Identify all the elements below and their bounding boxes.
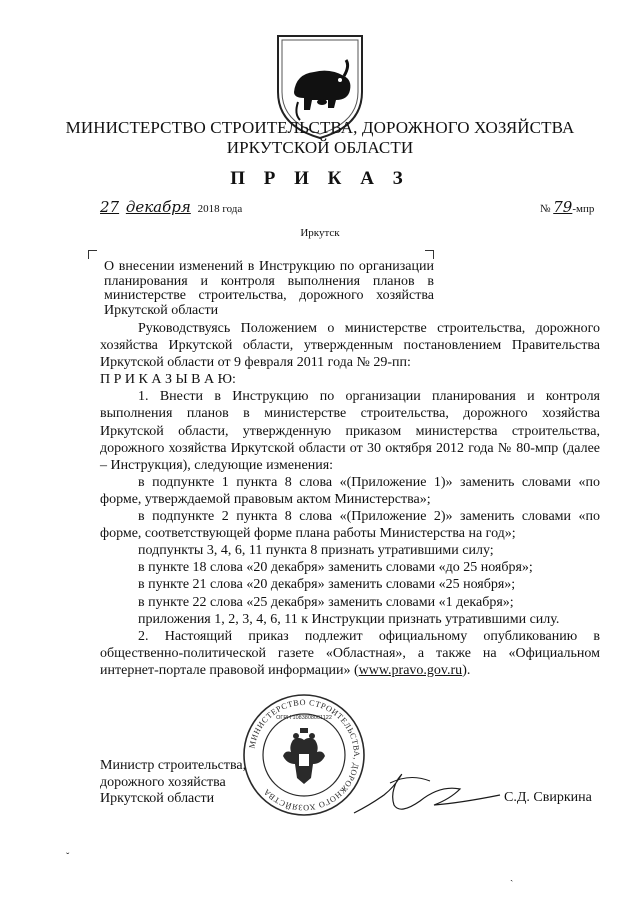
change-6: в пункте 22 слова «25 декабря» заменить словами «1 декабря»; [138,594,514,610]
preamble: Руководствуясь Положением о министерстве строительства, дорожного хозяйства Иркутской области, утвержденным постановлением Правительства Иркутской области от 9 февраля 2011 года № 29-пп: [100,321,600,371]
subject-corner-left [88,250,97,259]
city: Иркутск [300,227,340,239]
ministry-name-line1: МИНИСТЕРСТВО СТРОИТЕЛЬСТВА, ДОРОЖНОГО ХОЗЯЙСТВА [65,118,575,137]
number-suffix: -мпр [572,203,595,215]
ministry-name [40,118,600,158]
document-body [100,320,600,679]
change-4: в пункте 18 слова «20 декабря» заменить словами «до 25 ноября»; [138,560,533,576]
subject-corner-right [425,250,434,259]
document-subject: О внесении изменений в Инструкцию по организации планирования и контроля выполнения планов в министерстве строительства, дорожного хозяйства Иркутской области [104,259,434,318]
change-1: в подпункте 1 пункта 8 слова «(Приложение 1)» заменить словами «по форме, утверждаемой правовым актом Министерства»; [100,474,600,507]
number-prefix: № [540,203,551,215]
item-2 [100,628,600,679]
official-seal [241,692,367,818]
date-day: 27 [100,198,120,216]
portal-link[interactable]: www.pravo.gov.ru [358,662,463,678]
number-value: 79 [553,198,573,216]
date-year: 2018 года [197,203,243,215]
order-number [540,198,594,216]
position-line2: дорожного хозяйства [100,774,226,790]
document-title: П Р И К А З [230,168,410,189]
change-7: приложения 1, 2, 3, 4, 6, 11 к Инструкции признать утратившими силу. [138,611,560,627]
order-word: П Р И К А З Ы В А Ю: [100,372,236,388]
scan-mark: ˏ [510,871,514,882]
change-3: подпункты 3, 4, 6, 11 пункта 8 признать утратившими силу; [138,543,494,559]
position-line1: Министр строительства, [100,758,247,773]
seal-number: ОГРН 1083808001122 [276,715,332,721]
handwritten-signature [350,765,510,825]
item-2-text: 2. Настоящий приказ подлежит официальному опубликованию в общественно-политической газете «Областная», а также на «Официальном интернет-портале правовой информации» ( [100,628,600,678]
ministry-name-line2: ИРКУТСКОЙ ОБЛАСТИ [226,138,414,157]
position-line3: Иркутской области [100,791,215,806]
change-2: в подпункте 2 пункта 8 слова «(Приложение 2)» заменить словами «по форме, соответствующей форме плана работы Министерства на год»; [100,509,600,542]
scan-mark: ˇ [66,852,70,863]
signatory-position [100,758,246,808]
change-5: в пункте 21 слова «20 декабря» заменить словами «25 ноября»; [138,577,516,593]
order-date [100,198,242,216]
date-month: декабря [125,198,191,216]
item-2-end: ). [462,662,471,678]
seal-text: МИНИСТЕРСТВО СТРОИТЕЛЬСТВА, ДОРОЖНОГО ХОЗЯЙСТВА [247,697,362,813]
item-1: 1. Внести в Инструкцию по организации планирования и контроля выполнения планов в министерстве строительства, дорожного хозяйства Иркутской области, утвержденную приказом министерства строительства, дорожного хозяйства Иркутской области от 30 октября 2012 года № 80-мпр (далее – Инструкция), следующие изменения: [100,389,600,473]
signatory-name: С.Д. Свиркина [504,790,592,805]
